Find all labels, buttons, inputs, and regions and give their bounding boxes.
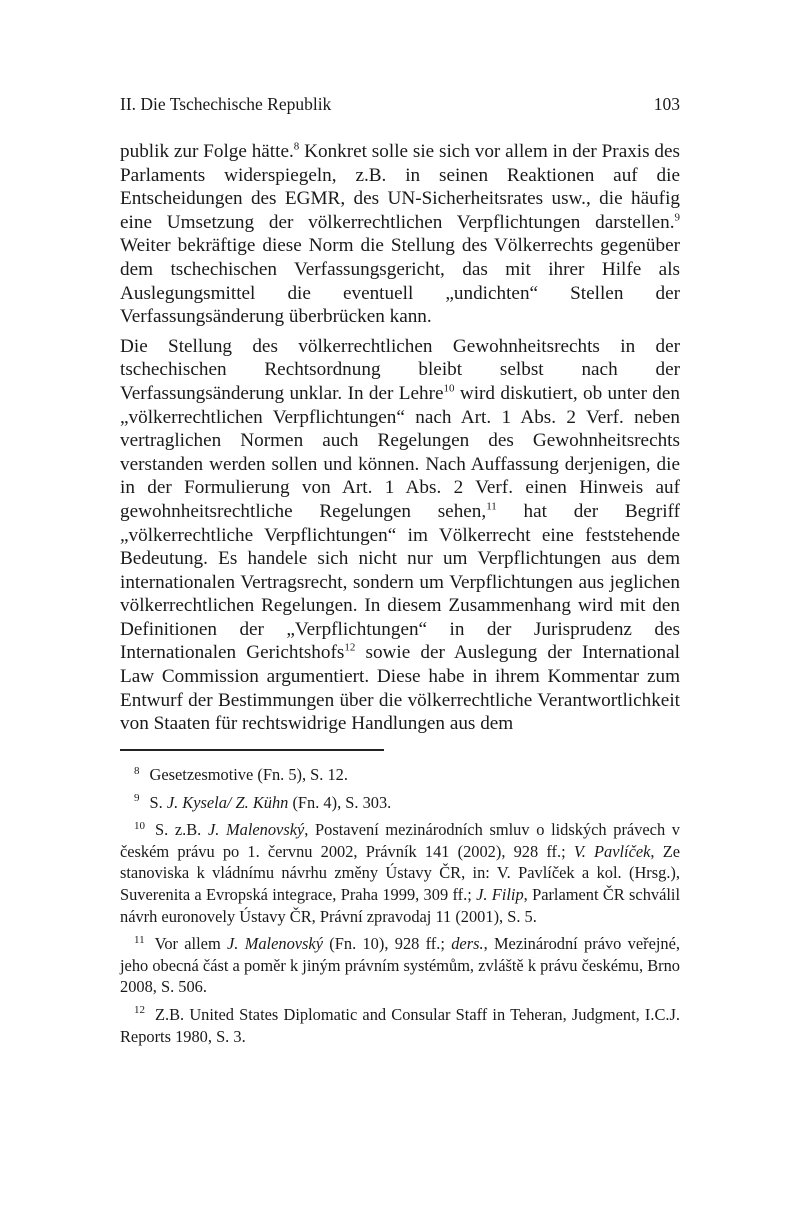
text-run: Vor allem [154, 934, 228, 954]
running-title: II. Die Tschechische Republik [120, 94, 332, 114]
author-name: J. Malenovský [207, 820, 305, 840]
footnote [120, 819, 680, 927]
text-run: , Parlament ČR schválil návrh euronovely Ústavy ČR, Právní zpravodaj 11 (2001), S. 5. [120, 884, 681, 926]
text-run: Gesetzesmotive (Fn. 5), S. 12. [149, 765, 348, 784]
running-header [120, 94, 680, 120]
text-run: , Ze stanoviska k vládnímu návrhu změny Ústavy ČR, in: V. Pavlíček a kol. (Hrsg.), Suverenita a Evropská integrace, Praha 1999, 309 ff.; [120, 841, 680, 904]
text-run: Weiter bekräftige diese Norm die Stellung des Völkerrechts gegenüber dem tschechischen Verfassungsgericht, das mit ihrer Hilfe als Auslegungsmittel die eventuell „undichten“ Stellen der Verfassungsänderung überbrücken kann. [120, 235, 680, 328]
main-text [120, 140, 680, 742]
text-run: Die Stellung des völkerrechtlichen Gewohnheitsrechts in der tschechischen Rechtsordnung bleibt selbst nach der Verfassungsänderung unklar. In der Lehre [120, 335, 680, 404]
footnote-number: 12 [134, 1004, 145, 1017]
text-run: (Fn. 4), S. 303. [288, 792, 392, 812]
text-run: (Fn. 10), 928 ff.; [322, 934, 452, 954]
author-name: J. Kysela/ Z. Kühn [166, 792, 289, 812]
footnote-reference[interactable]: 8 [293, 140, 300, 153]
footnotes [120, 764, 680, 1053]
footnote-number: 9 [134, 792, 140, 805]
footnote-number: 10 [134, 819, 145, 832]
text-run: hat der Begriff „völkerrechtliche Verpflichtungen“ im Völkerrecht eine feststehende Bedeutung. Es handele sich nicht nur um Verpflichtungen aus dem internationalen Vertragsrecht, sondern um Verpflichtungen aus jeglichen völkerrechtlichen Regelungen. In diesem Zusammenhang wird mit den Definitionen der „Verpflichtungen“ in der Jurisprudenz des Internationalen Gerichtshofs [120, 500, 680, 664]
body-paragraph [120, 335, 680, 736]
footnote-divider [120, 749, 384, 751]
text-run: Konkret solle sie sich vor allem in der Praxis des Parlaments widerspiegeln, z.B. in seinen Reaktionen auf die Entscheidungen des EGMR, des UN-Sicherheitsrates usw., die häufig eine Umsetzung der völkerrechtlichen Verpflichtungen darstellen. [120, 141, 680, 233]
author-name: J. Malenovský [227, 934, 323, 954]
footnote-reference[interactable]: 9 [674, 211, 680, 224]
footnote-number: 8 [134, 764, 140, 777]
author-name: J. Filip [476, 884, 524, 904]
footnote [120, 933, 680, 998]
footnote [120, 764, 680, 786]
text-run: S. z.B. [155, 820, 208, 840]
text-run: S. [149, 792, 167, 812]
text-run: , Mezinárodní právo veřejné, jeho obecná část a poměr k jiným právním systémům, zvláště k právu českému, Brno 2008, S. 506. [120, 934, 680, 997]
page-number: 103 [653, 94, 680, 114]
footnote [120, 1004, 680, 1047]
author-name: ders. [451, 934, 484, 954]
footnote [120, 792, 680, 814]
footnote-reference[interactable]: 11 [486, 500, 497, 513]
body-paragraph [120, 140, 680, 329]
footnote-reference[interactable]: 10 [443, 382, 455, 395]
text-run: , Postavení mezinárodních smluv o lidských právech v českém právu po 1. červnu 2002, Právník 141 (2002), 928 ff.; [120, 820, 680, 861]
text-run: sowie der Auslegung der International Law Commission argumentiert. Diese habe in ihrem Kommentar zum Entwurf der Bestimmungen über die völkerrechtliche Verantwortlichkeit von Staaten für rechtswidrige Handlungen aus dem [120, 642, 680, 735]
footnote-reference[interactable]: 12 [344, 642, 356, 655]
text-run: publik zur Folge hätte. [120, 141, 294, 162]
footnote-number: 11 [134, 933, 145, 946]
text-run: wird diskutiert, ob unter den „völkerrechtlichen Verpflichtungen“ nach Art. 1 Abs. 2 Verf. neben vertraglichen Normen auch Regelungen des Gewohnheitsrechts verstanden werden sollen und können. Nach Auffassung derjenigen, die in der Formulierung von Art. 1 Abs. 2 Verf. einen Hinweis auf gewohnheitsrechtliche Regelungen sehen, [120, 382, 681, 522]
author-name: V. Pavlíček [573, 841, 651, 861]
text-run: Z.B. United States Diplomatic and Consular Staff in Teheran, Judgment, I.C.J. Reports 1980, S. 3. [120, 1004, 680, 1046]
